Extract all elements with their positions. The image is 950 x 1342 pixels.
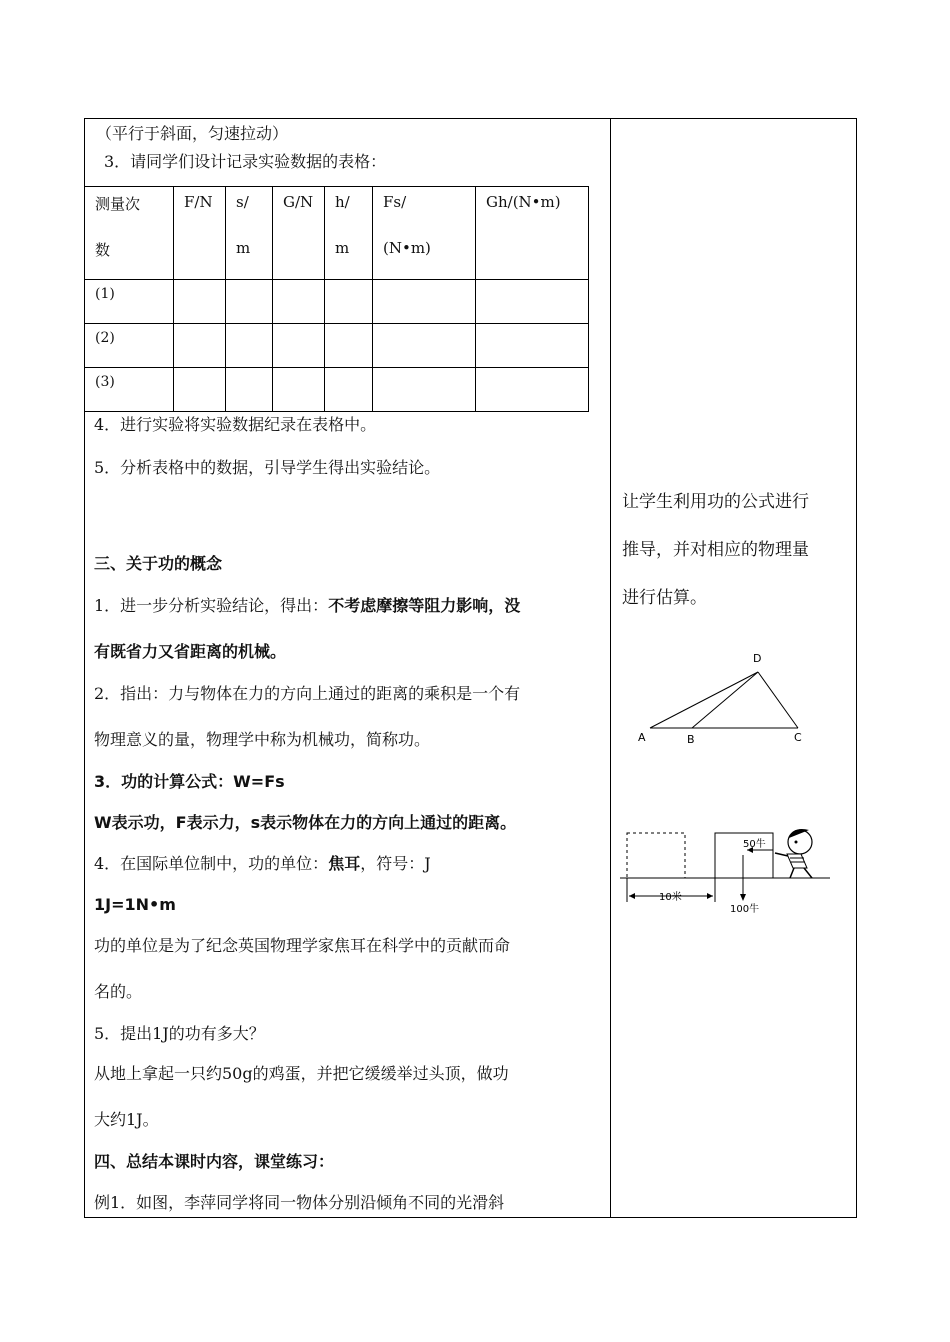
point-2-line-2: 物理意义的量，物理学中称为机械功，简称功。 xyxy=(94,730,431,749)
cartoon-boy-icon xyxy=(775,829,812,878)
side-note-line-2: 推导，并对相应的物理量 xyxy=(622,540,809,560)
header-cell: G/N xyxy=(283,193,314,211)
header-cell: F/N xyxy=(184,193,213,211)
point-1-line-2: 有既省力又省距离的机械。 xyxy=(94,642,287,661)
point-b-label: B xyxy=(687,733,695,746)
header-cell: Fs/ (N•m) xyxy=(383,193,431,257)
point-d-label: D xyxy=(753,652,762,665)
intro-line: （平行于斜面，匀速拉动） xyxy=(96,124,289,143)
step-3: 3．请同学们设计记录实验数据的表格： xyxy=(104,152,387,171)
header-cell: h/ m xyxy=(335,193,350,257)
side-note-line-1: 让学生利用功的公式进行 xyxy=(622,492,809,512)
side-note-line-3: 进行估算。 xyxy=(622,588,707,608)
section-3-title: 三、关于功的概念 xyxy=(94,554,223,573)
point-c-label: C xyxy=(794,731,802,744)
header-cell: s/ m xyxy=(236,193,251,257)
table-row-label: (3) xyxy=(95,374,115,390)
column-divider xyxy=(610,118,611,1218)
push-box-diagram xyxy=(612,820,842,920)
table-row-label: (2) xyxy=(95,330,115,346)
table-row-label: (1) xyxy=(95,286,115,302)
point-5-question: 5．提出1J的功有多大？ xyxy=(94,1024,265,1043)
point-4-line: 4．在国际单位制中，功的单位：焦耳，符号：J xyxy=(94,854,431,873)
point-5-line-1: 从地上拿起一只约50g的鸡蛋，并把它缓缓举过头顶，做功 xyxy=(94,1064,509,1083)
example-1: 例1．如图，李萍同学将同一物体分别沿倾角不同的光滑斜 xyxy=(94,1193,505,1212)
unit-note-line-1: 功的单位是为了纪念英国物理学家焦耳在科学中的贡献而命 xyxy=(94,936,511,955)
data-table xyxy=(84,186,589,412)
header-cell: Gh/(N•m) xyxy=(486,193,561,211)
point-2-line-1: 2．指出：力与物体在力的方向上通过的距离的乘积是一个有 xyxy=(94,684,521,703)
step-4: 4．进行实验将实验数据纪录在表格中。 xyxy=(94,415,377,434)
force-label: 50牛 xyxy=(743,839,766,850)
unit-equation: 1J=1N•m xyxy=(94,895,176,914)
distance-label: 10米 xyxy=(659,892,682,903)
point-5-line-2: 大约1J。 xyxy=(94,1110,159,1129)
point-3-description: W表示功，F表示力，s表示物体在力的方向上通过的距离。 xyxy=(94,813,517,832)
section-4-title: 四、总结本课时内容，课堂练习： xyxy=(94,1152,335,1171)
unit-note-line-2: 名的。 xyxy=(94,982,143,1001)
point-1-line-1: 1．进一步分析实验结论，得出：不考虑摩擦等阻力影响，没 xyxy=(94,596,521,615)
weight-label: 100牛 xyxy=(730,904,760,915)
step-5: 5．分析表格中的数据，引导学生得出实验结论。 xyxy=(94,458,441,477)
header-cell: 测量次 数 xyxy=(95,195,141,259)
incline-triangle-diagram xyxy=(630,645,820,750)
point-3-formula: 3．功的计算公式：W=Fs xyxy=(94,772,285,791)
point-a-label: A xyxy=(638,731,646,744)
